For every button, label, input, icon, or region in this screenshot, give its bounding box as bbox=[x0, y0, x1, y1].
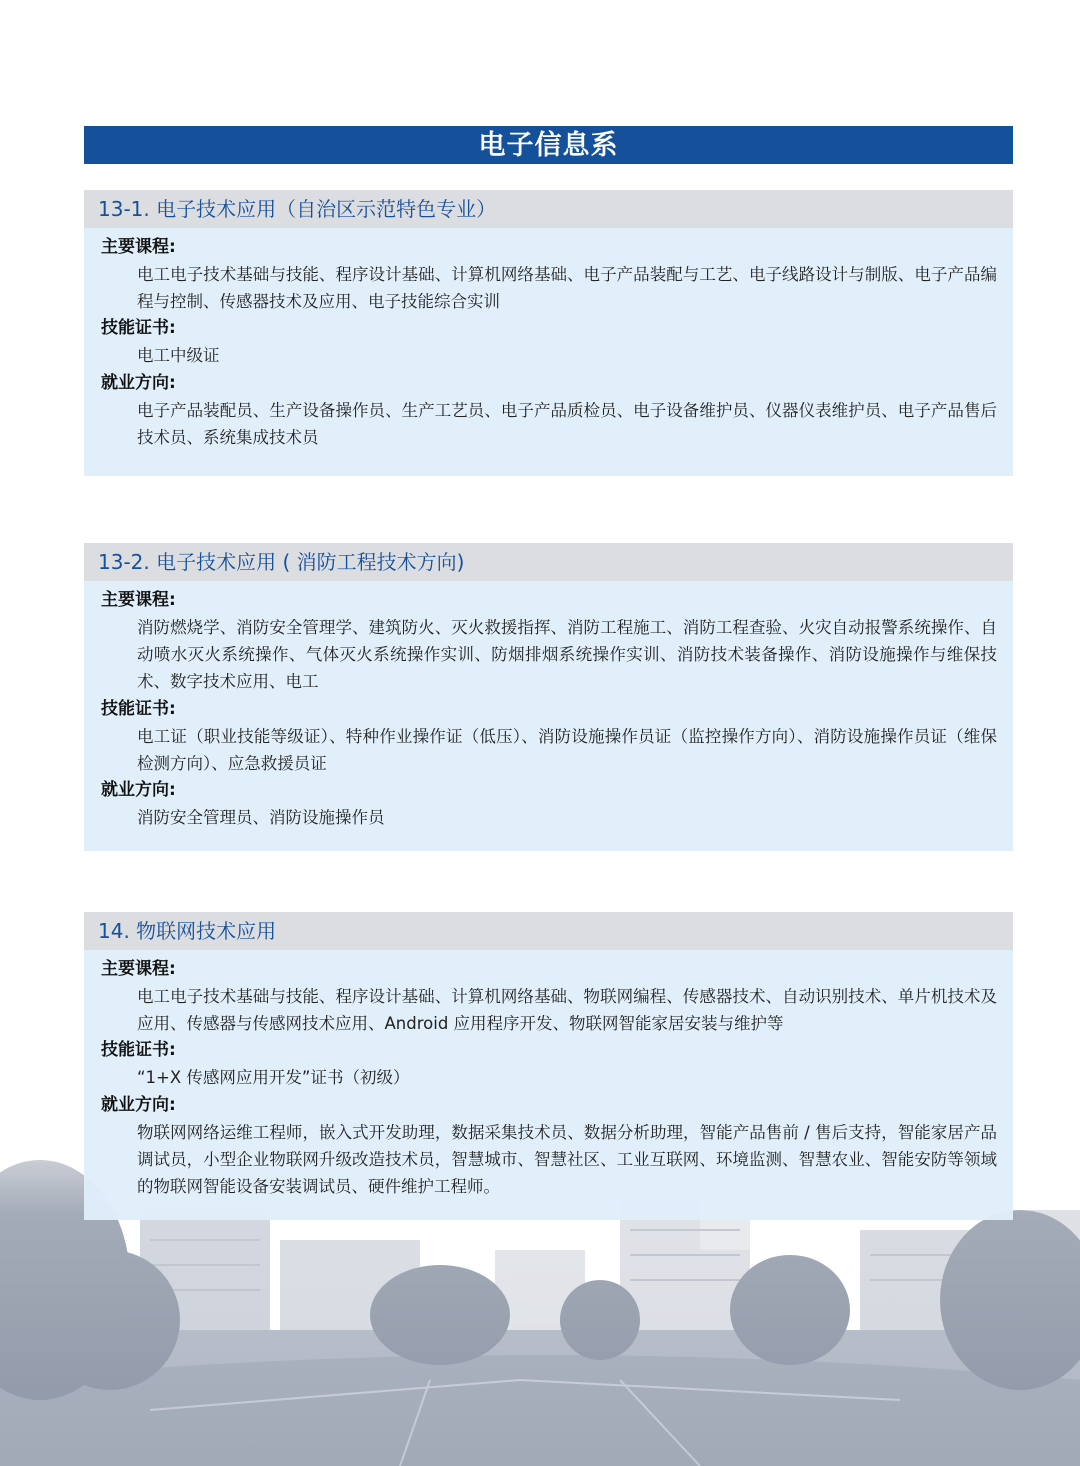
courses-text: 消防燃烧学、消防安全管理学、建筑防火、灭火救援指挥、消防工程施工、消防工程查验、火灾自动报警系统操作、自动喷水灭火系统操作、气体灭火系统操作实训、防烟排烟系统操作实训、消防技术装备操作、消防设施操作与维保技术、数字技术应用、电工 bbox=[137, 618, 997, 692]
major-details bbox=[84, 228, 1013, 476]
major-details bbox=[84, 581, 1013, 851]
certificates-text: 电工证（职业技能等级证）、特种作业操作证（低压）、消防设施操作员证（监控操作方向）、消防设施操作员证（维保检测方向）、应急救援员证 bbox=[137, 726, 997, 773]
major-title: 13-2. 电子技术应用 ( 消防工程技术方向) bbox=[84, 543, 1013, 581]
courses-label: 主要课程: bbox=[101, 959, 176, 979]
careers-text: 电子产品装配员、生产设备操作员、生产工艺员、电子产品质检员、电子设备维护员、仪器仪表维护员、电子产品售后技术员、系统集成技术员 bbox=[137, 400, 997, 447]
major-title: 13-1. 电子技术应用（自治区示范特色专业） bbox=[84, 190, 1013, 228]
certificates-label: 技能证书: bbox=[101, 1040, 176, 1061]
certificates-label: 技能证书: bbox=[101, 318, 176, 339]
major-card bbox=[84, 190, 1013, 476]
certificates-label: 技能证书: bbox=[101, 698, 176, 719]
careers-text: 物联网网络运维工程师，嵌入式开发助理，数据采集技术员、数据分析助理，智能产品售前 / 售后支持，智能家居产品调试员，小型企业物联网升级改造技术员，智慧城市、智慧社区、工业互联网、环境监测、智慧农业、智能安防等领域的物联网智能设备安装调试员、硬件维护工程师。 bbox=[137, 1122, 997, 1197]
careers-label: 就业方向: bbox=[101, 1094, 176, 1115]
certificates-text: 电工中级证 bbox=[137, 346, 220, 366]
careers-text: 消防安全管理员、消防设施操作员 bbox=[137, 808, 385, 828]
courses-label: 主要课程: bbox=[101, 237, 176, 257]
careers-label: 就业方向: bbox=[101, 780, 176, 801]
major-card bbox=[84, 543, 1013, 851]
major-details bbox=[84, 950, 1013, 1220]
major-card bbox=[84, 912, 1013, 1220]
careers-label: 就业方向: bbox=[101, 372, 176, 393]
courses-label: 主要课程: bbox=[101, 590, 176, 610]
department-title: 电子信息系 bbox=[84, 126, 1013, 164]
major-title: 14. 物联网技术应用 bbox=[84, 912, 1013, 950]
courses-text: 电工电子技术基础与技能、程序设计基础、计算机网络基础、电子产品装配与工艺、电子线路设计与制版、电子产品编程与控制、传感器技术及应用、电子技能综合实训 bbox=[137, 265, 997, 312]
courses-text: 电工电子技术基础与技能、程序设计基础、计算机网络基础、物联网编程、传感器技术、自动识别技术、单片机技术及应用、传感器与传感网技术应用、Android 应用程序开发、物联网智能家居安装与维护等 bbox=[137, 987, 997, 1034]
certificates-text: “1+X 传感网应用开发”证书（初级） bbox=[137, 1068, 410, 1088]
